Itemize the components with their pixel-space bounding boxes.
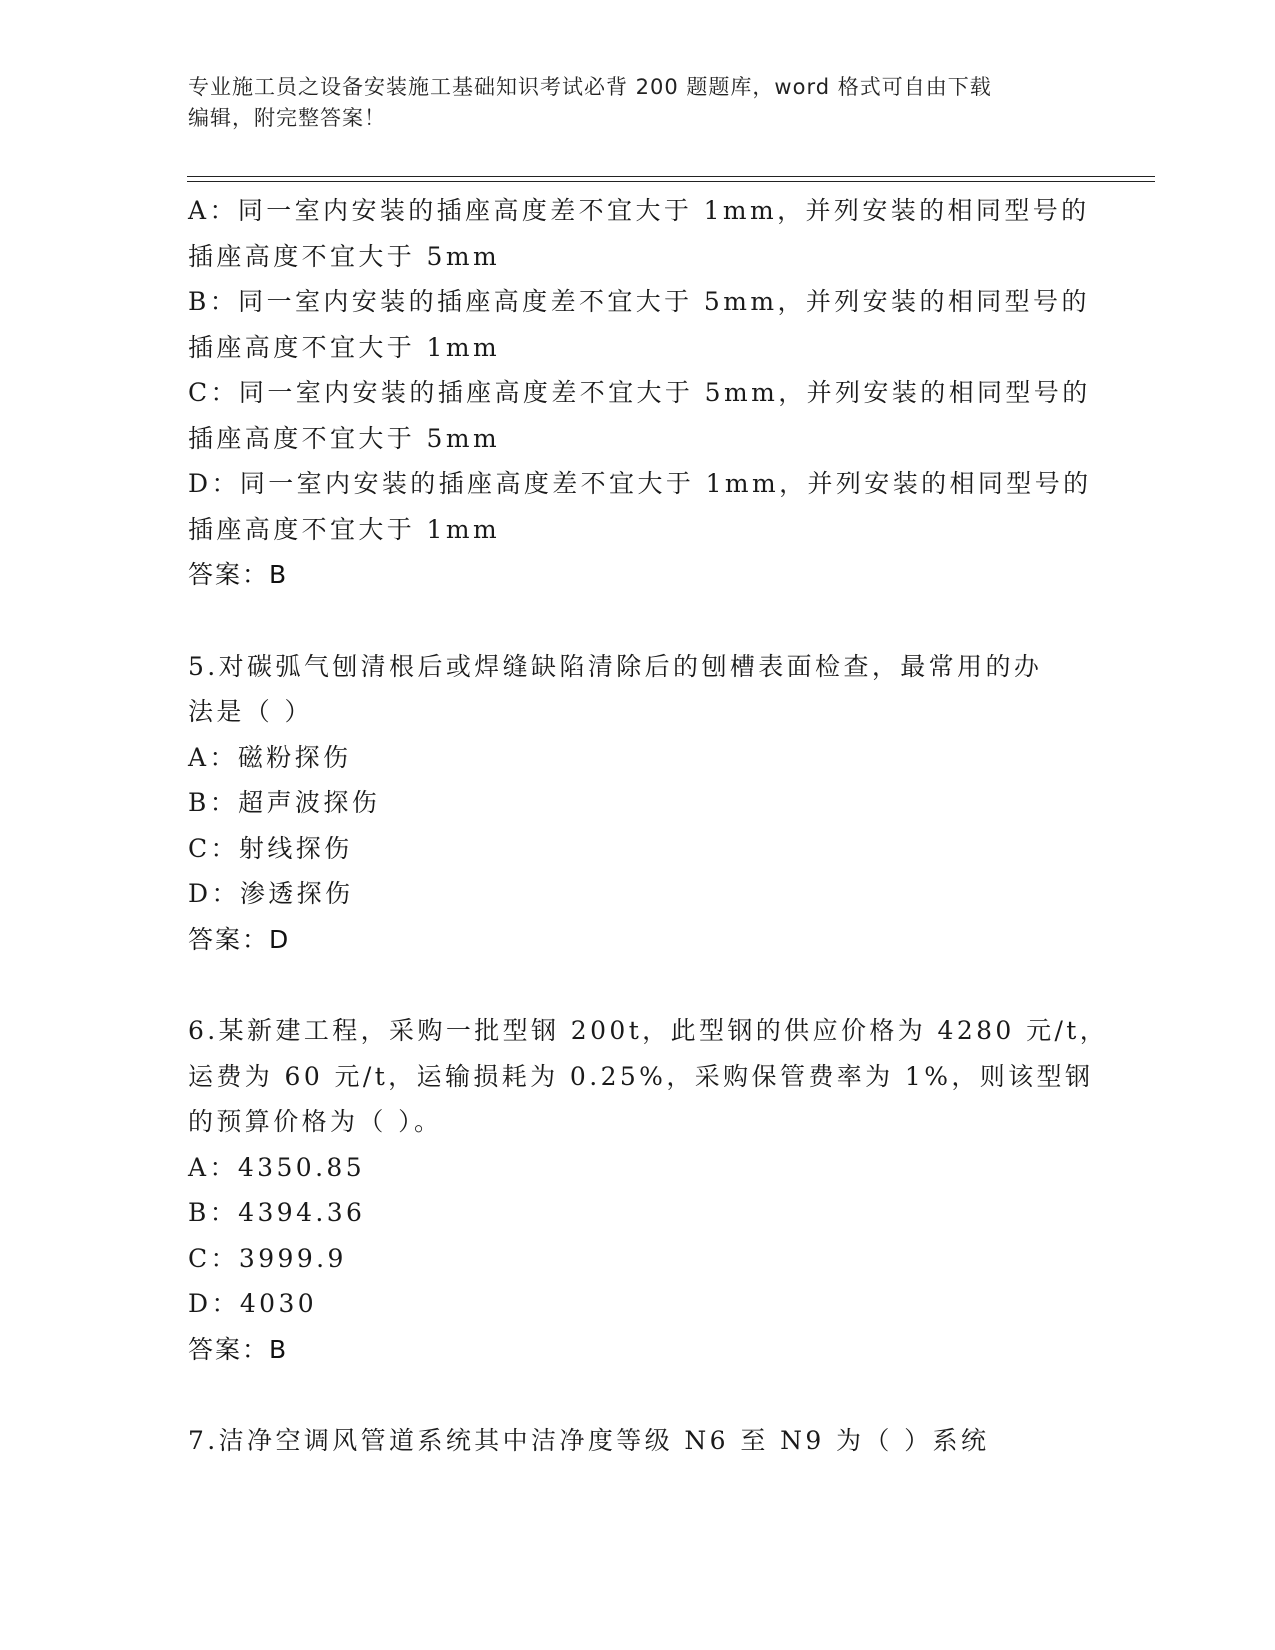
q6-option-c: C：3999.9	[188, 1243, 347, 1273]
question-4-block	[188, 188, 1092, 598]
document-header	[188, 72, 1088, 134]
q6-option-b: B：4394.36	[188, 1198, 366, 1227]
q6-option-d: D：4030	[188, 1289, 318, 1318]
q4-option-a-line-2: 插座高度不宜大于 5mm	[188, 241, 501, 271]
header-title-line-2: 编辑，附完整答案！	[188, 106, 386, 130]
q6-answer: 答案：B	[188, 1334, 289, 1364]
q6-stem-line-1: 6.某新建工程，采购一批型钢 200t，此型钢的供应价格为 4280 元/t，	[188, 1016, 1109, 1045]
q4-option-c-line-2: 插座高度不宜大于 5mm	[188, 423, 501, 453]
question-content	[188, 188, 1109, 1464]
header-divider-top	[187, 176, 1155, 177]
q7-stem-line-1: 7.洁净空调风管道系统其中洁净度等级 N6 至 N9 为（ ）系统	[188, 1426, 990, 1455]
q5-option-a: A：磁粉探伤	[188, 742, 352, 772]
question-5-block	[188, 644, 1068, 963]
q5-stem-line-2: 法是（ ）	[188, 697, 313, 726]
q4-answer: 答案：B	[188, 560, 289, 589]
q5-stem-line-1: 5.对碳弧气刨清根后或焊缝缺陷清除后的刨槽表面检查，最常用的办	[188, 651, 1043, 681]
q4-option-b-line-2: 插座高度不宜大于 1mm	[188, 332, 501, 362]
question-spacer	[188, 598, 1068, 644]
q4-option-c-line-1: C：同一室内安装的插座高度差不宜大于 5mm，并列安装的相同型号的	[188, 378, 1091, 407]
question-7-block	[188, 1418, 1068, 1464]
q5-option-b: B：超声波探伤	[188, 788, 381, 817]
q6-option-a: A：4350.85	[188, 1152, 366, 1182]
q5-option-d: D：渗透探伤	[188, 879, 354, 908]
q4-option-d-line-1: D：同一室内安装的插座高度差不宜大于 1mm，并列安装的相同型号的	[188, 469, 1092, 498]
q4-option-a-line-1: A：同一室内安装的插座高度差不宜大于 1mm，并列安装的相同型号的	[188, 196, 1090, 225]
q5-option-c: C：射线探伤	[188, 833, 353, 863]
question-spacer	[188, 962, 1068, 1008]
q4-option-b-line-1: B：同一室内安装的插座高度差不宜大于 5mm，并列安装的相同型号的	[188, 287, 1090, 316]
q6-stem-line-2: 运费为 60 元/t，运输损耗为 0.25%，采购保管费率为 1%，则该型钢	[188, 1061, 1094, 1091]
q6-stem-line-3: 的预算价格为（ ）。	[188, 1107, 443, 1136]
question-6-block	[188, 1008, 1109, 1372]
header-title-line-1: 专业施工员之设备安装施工基础知识考试必背 200 题题库，word 格式可自由下载	[188, 75, 992, 99]
q5-answer: 答案：D	[188, 924, 291, 954]
question-spacer	[188, 1372, 1068, 1418]
q4-option-d-line-2: 插座高度不宜大于 1mm	[188, 514, 501, 544]
header-divider-bottom	[187, 181, 1155, 182]
